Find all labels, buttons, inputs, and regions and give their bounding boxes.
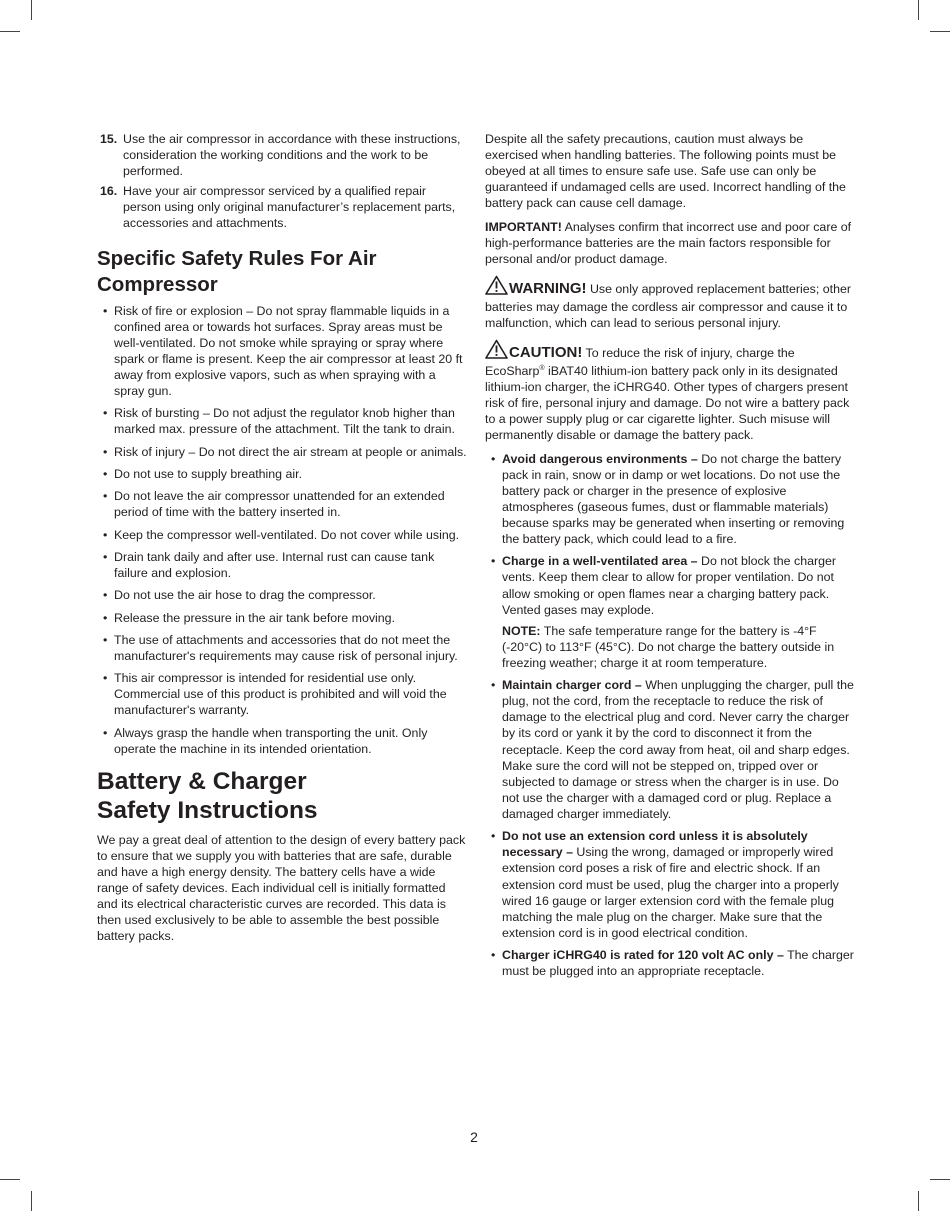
crop-mark <box>918 0 919 20</box>
section-heading-air-compressor: Specific Safety Rules For Air Compressor <box>97 246 377 296</box>
list-item <box>97 488 467 520</box>
warning-label: WARNING! <box>509 279 587 297</box>
numbered-list <box>97 131 467 232</box>
list-item <box>485 677 855 822</box>
caution-label: CAUTION! <box>509 343 583 361</box>
bullet-heading: Charger iCHRG40 is rated for 120 volt AC only – <box>502 948 784 963</box>
warning-triangle-icon <box>485 339 508 363</box>
bullet: • <box>491 451 496 466</box>
heading-line: Battery & Charger <box>97 767 307 795</box>
list-item <box>97 610 467 626</box>
bullet-text: When unplugging the charger, pull the plug, not the cord, from the receptacle to reduce the risk of damage to the electrical plug and cord. Never carry the charger by its cord or yank it by the cord to disconnect it from the receptacle. Keep the cord away from heat, oil and sharp edges. Make sure the cord will not be stepped on, tripped over or subjected to damage or stress when the charger is in use. Do not use the charger with a damaged cord or plug. Replace a damaged charger immediately. <box>502 678 854 821</box>
item-text: Have your air compressor serviced by a qualified repair person using only original manufacturer’s replacement parts, accessories and attachments. <box>123 184 456 231</box>
bullet: • <box>491 948 496 963</box>
list-item <box>97 444 467 460</box>
list-item <box>97 466 467 482</box>
bullet: • <box>103 588 108 603</box>
crop-mark <box>0 31 20 32</box>
item-number: 16. <box>100 184 118 199</box>
list-item <box>97 303 467 400</box>
crop-mark <box>31 1191 32 1211</box>
bullet-text: Do not block the charger vents. Keep them clear to allow for proper ventilation. Do not allow smoking or open flames near a charging battery pack. Vented gases may explode. <box>502 554 837 617</box>
bullet: • <box>103 527 108 542</box>
bullet-heading: Avoid dangerous environments – <box>502 451 698 466</box>
precautions-paragraph: Despite all the safety precautions, caution must always be exercised when handling batteries. The following points must be obeyed at all times to ensure safe use. Safe use can only be guaranteed if undamaged cells are used. Incorrect handling of the battery pack can cause cell damage. <box>485 132 846 211</box>
important-label: IMPORTANT! <box>485 219 562 234</box>
bullet: • <box>103 303 108 318</box>
rule-text: This air compressor is intended for residential use only. Commercial use of this product is prohibited and will void the manufacturer's warranty. <box>114 671 447 718</box>
bullet: • <box>491 678 496 693</box>
bullet: • <box>491 554 496 569</box>
bullet: • <box>103 632 108 647</box>
bullet: • <box>491 829 496 844</box>
list-item <box>97 632 467 664</box>
list-item <box>97 587 467 603</box>
bullet: • <box>103 549 108 564</box>
crop-mark <box>930 31 950 32</box>
list-item <box>485 947 855 979</box>
rule-text: The use of attachments and accessories that do not meet the manufacturer's requirements may cause risk of personal injury. <box>114 632 458 663</box>
bullet: • <box>103 466 108 481</box>
list-item <box>97 549 467 581</box>
list-item <box>97 527 467 543</box>
heading-line: Safety Instructions <box>97 796 318 824</box>
caution-text: To reduce the risk of injury, charge the EcoSharp <box>485 345 795 378</box>
bullet-text: Do not charge the battery pack in rain, snow or in damp or wet locations. Do not use the battery pack or charger in the presence of explosive atmospheres (gaseous fumes, dust or flammable materials) because sparks may be generated when inserting or removing the battery pack, which could lead to a fire. <box>502 451 845 547</box>
bullet: • <box>103 444 108 459</box>
crop-mark <box>31 0 32 20</box>
crop-mark <box>930 1179 950 1180</box>
bullet: • <box>103 610 108 625</box>
bullet: • <box>103 489 108 504</box>
warning-text: Use only approved replacement batteries; other batteries may damage the cordless air compressor and cause it to malfunction, which can lead to serious personal injury. <box>485 281 851 330</box>
battery-safety-list <box>485 451 855 980</box>
bullet: • <box>103 671 108 686</box>
battery-intro-paragraph: We pay a great deal of attention to the design of every battery pack to ensure that we supply you with batteries that are safe, durable and have a high energy density. The battery cells have a wide range of safety devices. Each individual cell is initially formatted and its electrical characteristic curves are recorded. This data is then used exclusively to be able to assemble the best possible battery packs. <box>97 832 466 944</box>
list-item <box>97 725 467 757</box>
caution-paragraph <box>485 339 855 444</box>
important-paragraph <box>485 219 855 267</box>
rule-text: Do not use to supply breathing air. <box>114 466 303 481</box>
rule-text: Do not leave the air compressor unattended for an extended period of time with the battery inserted in. <box>114 489 445 520</box>
air-compressor-rules-list <box>97 303 467 757</box>
numbered-item <box>97 131 467 179</box>
item-number: 15. <box>100 132 118 146</box>
bullet: • <box>103 725 108 740</box>
crop-mark <box>918 1191 919 1211</box>
important-text: Analyses confirm that incorrect use and poor care of high-performance batteries are the main factors responsible for personal and/or product damage. <box>485 219 852 267</box>
bullet-text: The charger must be plugged into an appropriate receptacle. <box>502 948 854 979</box>
page-number: 2 <box>470 1129 478 1145</box>
rule-text: Drain tank daily and after use. Internal rust can cause tank failure and explosion. <box>114 549 435 580</box>
item-text: Use the air compressor in accordance with these instructions, consideration the working conditions and the work to be performed. <box>123 132 461 179</box>
note-text: The safe temperature range for the battery is -4°F (-20°C) to 113°F (45°C). Do not charge the battery outside in freezing weather; charge it at room temperature. <box>502 623 835 670</box>
rule-text: Do not use the air hose to drag the compressor. <box>114 588 376 603</box>
section-heading-battery-charger <box>97 767 467 825</box>
rule-text: Release the pressure in the air tank before moving. <box>114 610 396 625</box>
list-item <box>97 670 467 718</box>
note-label: NOTE: <box>502 623 541 638</box>
bullet-heading: Do not use an extension cord unless it is absolutely necessary – <box>502 829 808 860</box>
bullet-heading: Maintain charger cord – <box>502 678 642 693</box>
list-item <box>485 553 855 671</box>
rule-text: Always grasp the handle when transporting the unit. Only operate the machine in its intended orientation. <box>114 725 428 756</box>
registered-mark: ® <box>539 364 545 372</box>
list-item <box>485 451 855 548</box>
rule-text: Keep the compressor well-ventilated. Do not cover while using. <box>114 527 460 542</box>
rule-text: Risk of fire or explosion – Do not spray flammable liquids in a confined area or towards hot surfaces. Spray areas must be well-ventilated. Do not smoke while spraying or spray where spark or flame is present. Keep the air compressor at least 20 ft away from explosive vapors, such as when spraying with a spray gun. <box>114 303 463 399</box>
bullet: • <box>103 406 108 421</box>
crop-mark <box>0 1179 20 1180</box>
caution-text: iBAT40 lithium-ion battery pack only in its designated lithium-ion charger, the iCHRG40. Other types of chargers present risk of fire, personal injury and damage. Do not wire a battery pack to a power supply plug or car cigarette lighter. Such misuse will permanently disable or damage the battery pack. <box>485 363 850 442</box>
note-paragraph <box>502 623 855 671</box>
rule-text: Risk of bursting – Do not adjust the regulator knob higher than marked max. pressure of the attachment. Tilt the tank to drain. <box>114 406 455 437</box>
list-item <box>485 828 855 941</box>
numbered-item <box>97 183 467 231</box>
bullet-text: Using the wrong, damaged or improperly wired extension cord poses a risk of fire and electric shock. If an extension cord must be used, plug the charger into a properly wired 16 gauge or larger extension cord with the female plug matching the male plug on the charger. Make sure that the extension cord is in good electrical condition. <box>502 845 839 940</box>
right-column <box>485 131 855 985</box>
rule-text: Risk of injury – Do not direct the air stream at people or animals. <box>114 444 467 459</box>
warning-paragraph <box>485 275 855 331</box>
bullet-heading: Charge in a well-ventilated area – <box>502 554 698 569</box>
warning-triangle-icon <box>485 275 508 299</box>
left-column <box>97 131 467 945</box>
list-item <box>97 405 467 437</box>
